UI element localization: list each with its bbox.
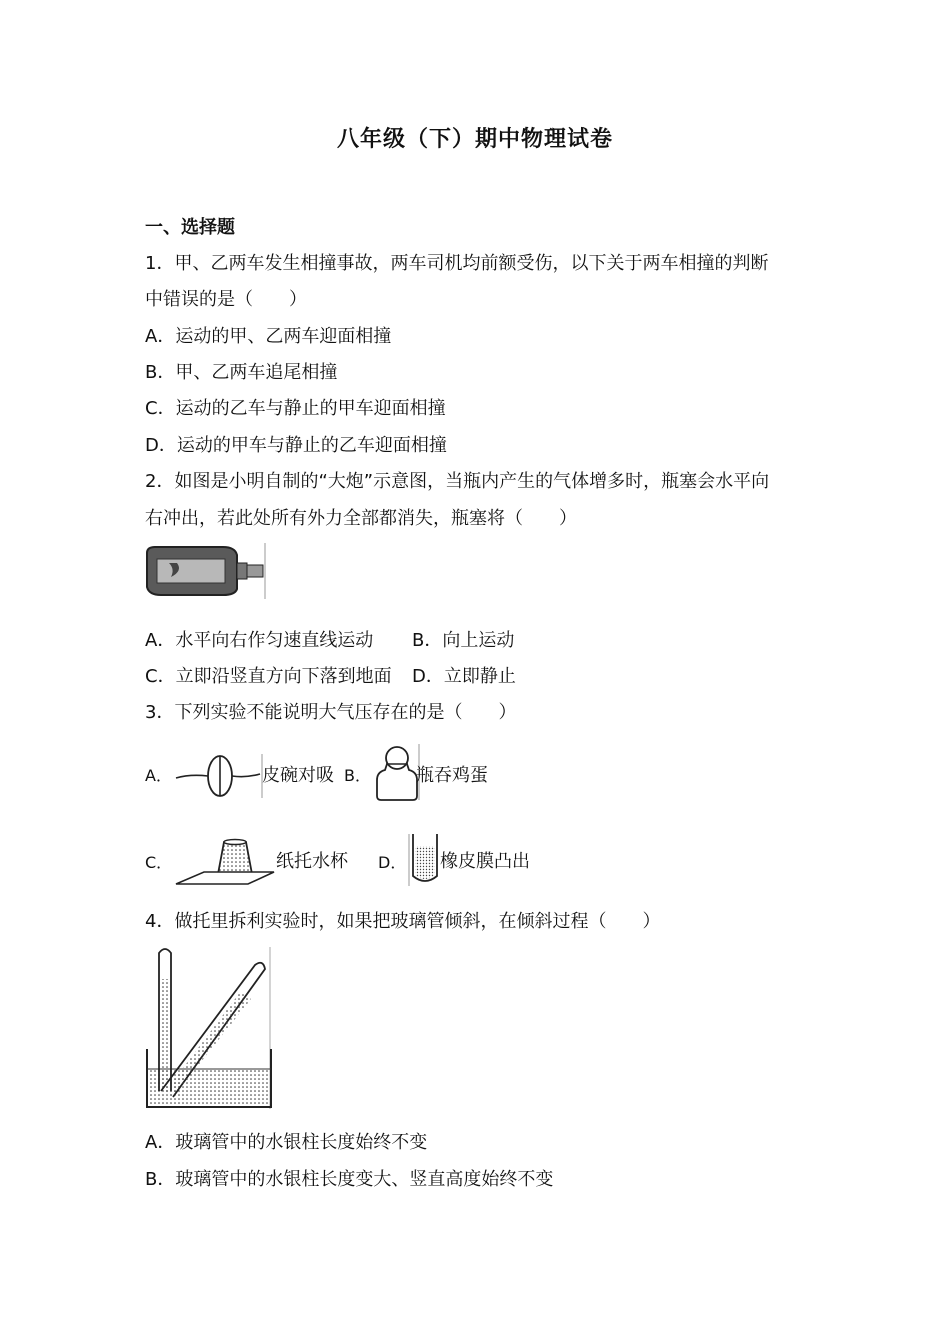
q1-option-d: D．运动的甲车与静止的乙车迎面相撞 — [145, 435, 447, 456]
q4-option-b: B．玻璃管中的水银柱长度变大、竖直高度始终不变 — [145, 1169, 554, 1190]
q3-option-b-text: 瓶吞鸡蛋 — [416, 765, 488, 786]
q4-stem: 4．做托里拆利实验时，如果把玻璃管倾斜，在倾斜过程（ ） — [145, 911, 661, 932]
q2-stem-line2: 右冲出，若此处所有外力全部都消失，瓶塞将（ ） — [145, 508, 577, 529]
q4-option-a: A．玻璃管中的水银柱长度始终不变 — [145, 1132, 428, 1153]
q3-stem: 3．下列实验不能说明大气压存在的是（ ） — [145, 702, 517, 723]
q1-stem-line1: 1．甲、乙两车发生相撞事故，两车司机均前额受伤，以下关于两车相撞的判断 — [145, 253, 769, 274]
q3-option-a-text: 皮碗对吸 — [262, 765, 334, 786]
q3-option-d-label: D． — [378, 853, 407, 872]
cannon-bottle-figure — [145, 543, 267, 599]
q1-option-c: C．运动的乙车与静止的甲车迎面相撞 — [145, 398, 446, 419]
q1-stem-line2: 中错误的是（ ） — [145, 289, 307, 310]
q3-option-d-text: 橡皮膜凸出 — [440, 851, 530, 872]
q2-stem-line1: 2．如图是小明自制的“大炮”示意图，当瓶内产生的气体增多时，瓶塞会水平向 — [145, 471, 770, 492]
q2-option-a: A．水平向右作匀速直线运动 — [145, 630, 374, 651]
q3-option-c-label: C． — [145, 853, 173, 872]
q2-option-c: C．立即沿竖直方向下落到地面 — [145, 666, 392, 687]
section-heading: 一、选择题 — [145, 217, 235, 238]
q2-option-b: B．向上运动 — [412, 630, 515, 651]
q3-option-c-text: 纸托水杯 — [276, 851, 348, 872]
page-title: 八年级（下）期中物理试卷 — [336, 127, 613, 152]
q3-option-b-label: B． — [344, 766, 371, 785]
rubber-membrane-tube-figure — [407, 832, 443, 888]
q1-option-a: A．运动的甲、乙两车迎面相撞 — [145, 326, 392, 347]
q1-option-b: B．甲、乙两车追尾相撞 — [145, 362, 338, 383]
q2-option-d: D．立即静止 — [412, 666, 516, 687]
torricelli-tube-figure — [145, 945, 273, 1111]
paper-cup-figure — [174, 836, 278, 886]
bottle-egg-figure — [373, 742, 421, 802]
suction-cups-figure — [174, 752, 264, 800]
q3-option-a-label: A． — [145, 766, 172, 785]
